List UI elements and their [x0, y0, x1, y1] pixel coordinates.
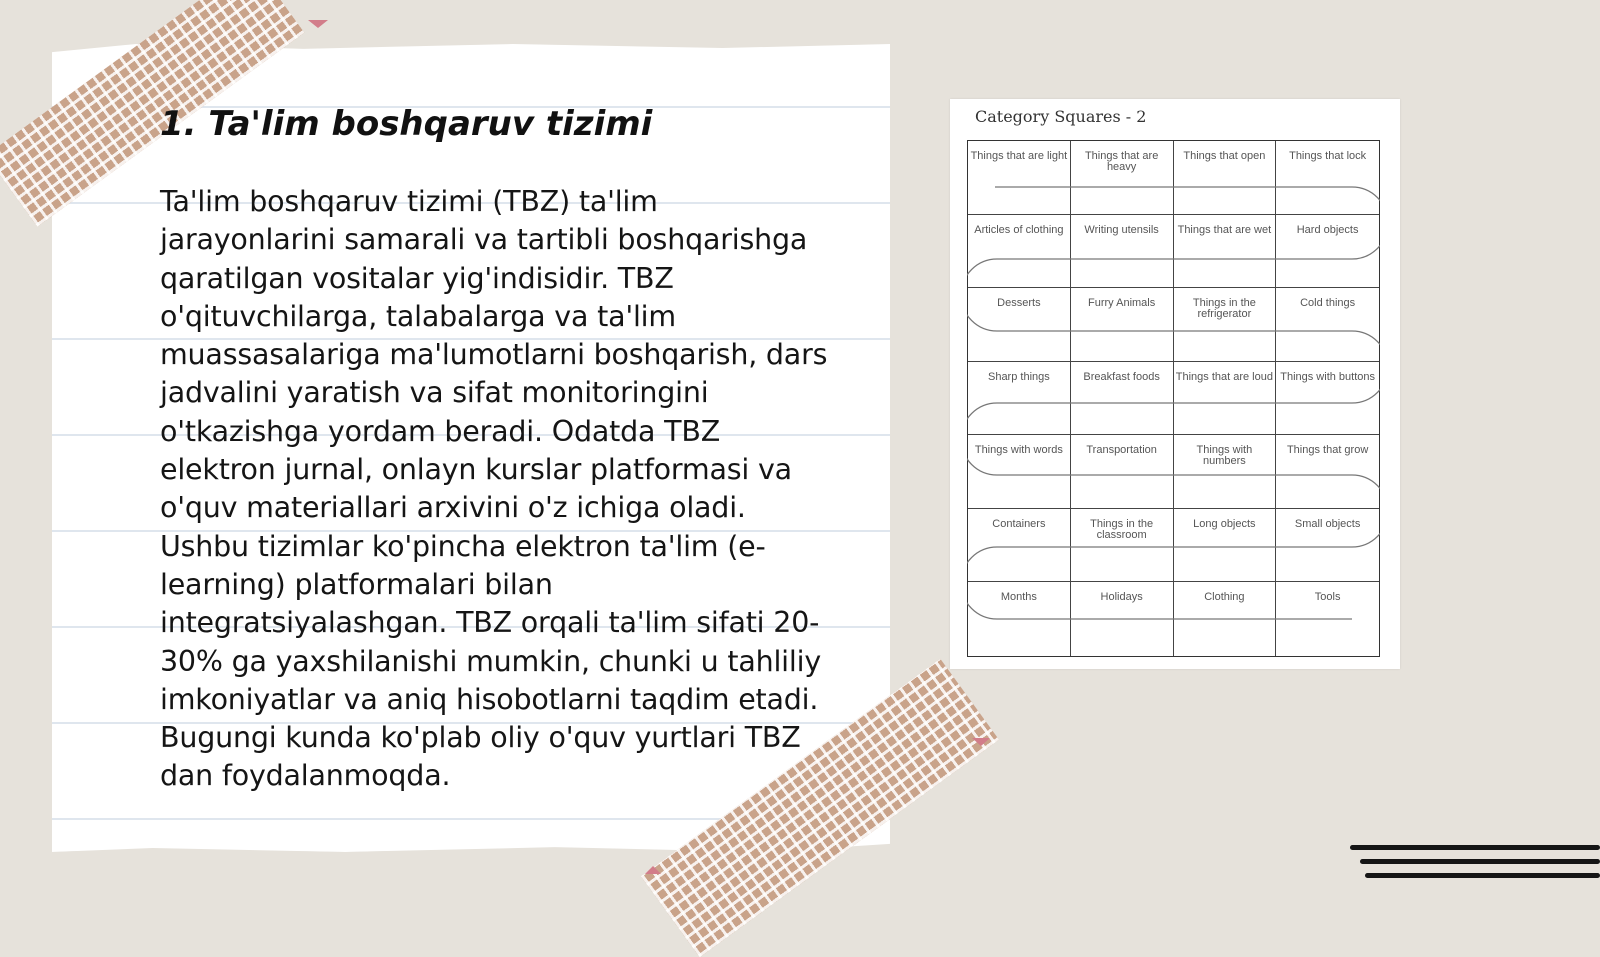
grid-cell — [1276, 435, 1379, 509]
grid-cell-label: Articles of clothing — [974, 223, 1064, 236]
grid-cell-label: Tools — [1314, 591, 1341, 604]
grid-cell-label: Things that lock — [1289, 150, 1367, 162]
grid-cell-label: Things that grow — [1286, 444, 1369, 457]
category-grid — [967, 140, 1380, 657]
grid-cell — [1071, 288, 1174, 362]
worksheet-image — [950, 99, 1400, 669]
grid-cell — [1071, 435, 1174, 509]
grid-cell — [1174, 288, 1277, 362]
grid-cell-label: Things in the refrigerator — [1192, 297, 1256, 321]
tape-tip-top — [308, 20, 328, 36]
grid-cell-label: Sharp things — [987, 370, 1050, 383]
grid-cell — [968, 215, 1071, 289]
grid-cell — [1174, 509, 1277, 583]
grid-cell-label: Things that are light — [970, 150, 1068, 162]
grid-cell-label: Things that are wet — [1177, 223, 1272, 236]
stripe-1 — [1350, 845, 1600, 850]
grid-cell-label: Cold things — [1300, 297, 1356, 310]
grid-cell-label: Things that open — [1183, 150, 1266, 162]
category-grid-wrap — [967, 140, 1380, 657]
grid-cell — [968, 509, 1071, 583]
grid-cell — [1174, 362, 1277, 436]
grid-cell-label: Things with words — [974, 444, 1063, 457]
grid-cell — [968, 582, 1071, 656]
grid-cell — [1174, 141, 1277, 215]
grid-cell-label: Hard objects — [1296, 223, 1359, 236]
slide-body-text: Ta'lim boshqaruv tizimi (TBZ) ta'lim jarayonlarini samarali va tartibli boshqarishga qaratilgan vositalar yig'indisidir. TBZ o'qituvchilarga, talabalarga va ta'lim muassasalariga ma'lumotlarni boshqarish, dars jadvalini yaratish va sifat monitoringini o'tkazishga yordam beradi. Odatda TBZ elektron jurnal, onlayn kurslar platformasi va o'quv materiallari arxivini o'z ichiga oladi. Ushbu tizimlar ko'pincha elektron ta'lim (e-learning) platformalari bilan integratsiyalashgan. TBZ orqali ta'lim sifati 20-30% ga yaxshilanishi mumkin, chunki u tahliliy imkoniyatlar va aniq hisobotlarni taqdim etadi. Bugungi kunda ko'plab oliy o'quv yurtlari TBZ dan foydalanmoqda. — [160, 185, 828, 793]
grid-cell — [968, 141, 1071, 215]
grid-cell — [1071, 141, 1174, 215]
grid-cell — [1276, 582, 1379, 656]
grid-cell — [1071, 215, 1174, 289]
grid-cell-label: Holidays — [1100, 591, 1143, 604]
grid-cell-label: Furry Animals — [1088, 297, 1156, 310]
grid-cell-label: Months — [1000, 591, 1037, 604]
grid-cell — [1174, 215, 1277, 289]
grid-cell-label: Writing utensils — [1084, 223, 1159, 236]
grid-cell — [968, 288, 1071, 362]
grid-cell-label: Things with buttons — [1280, 370, 1376, 383]
grid-cell — [1276, 215, 1379, 289]
stripe-3 — [1365, 873, 1600, 878]
grid-cell — [1071, 509, 1174, 583]
grid-cell — [1276, 288, 1379, 362]
grid-cell-label: Things that are heavy — [1084, 150, 1159, 173]
grid-cell-label: Things with numbers — [1196, 444, 1253, 468]
grid-cell — [1276, 362, 1379, 436]
grid-cell — [1071, 582, 1174, 656]
tape-tip-left — [645, 858, 661, 874]
grid-cell-label: Clothing — [1204, 591, 1245, 604]
decorative-stripes — [1340, 840, 1600, 900]
grid-cell-label: Containers — [992, 517, 1046, 530]
grid-cell — [1174, 435, 1277, 509]
grid-cell-label: Transportation — [1086, 444, 1157, 457]
grid-cell-label: Long objects — [1193, 517, 1256, 530]
grid-cell — [1174, 582, 1277, 656]
grid-cell — [968, 362, 1071, 436]
grid-cell-label: Things in the classroom — [1090, 517, 1154, 541]
tape-tip-right — [972, 738, 990, 754]
grid-cell-label: Breakfast foods — [1083, 370, 1160, 383]
grid-cell-label: Small objects — [1294, 517, 1361, 530]
grid-cell — [1276, 509, 1379, 583]
grid-cell — [1276, 141, 1379, 215]
grid-cell-label: Things that are loud — [1175, 370, 1273, 383]
grid-cell — [1071, 362, 1174, 436]
slide-heading: 1. Ta'lim boshqaruv tizimi — [160, 104, 653, 144]
worksheet-title: Category Squares - 2 — [975, 107, 1147, 126]
grid-cell — [968, 435, 1071, 509]
stripe-2 — [1360, 859, 1600, 864]
grid-cell-label: Desserts — [997, 297, 1041, 310]
